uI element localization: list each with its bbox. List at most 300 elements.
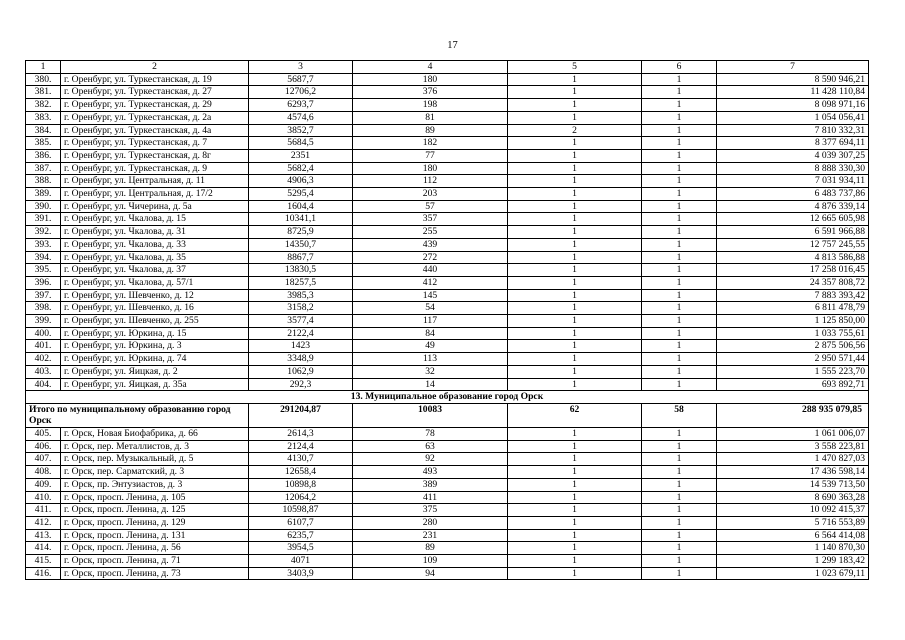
row-number: 412. [26, 516, 61, 529]
address-cell: г. Оренбург, ул. Туркестанская, д. 29 [61, 99, 249, 112]
address-cell: г. Орск, просп. Ленина, д. 56 [61, 542, 249, 555]
residents-cell: 84 [353, 327, 508, 340]
table-row [26, 238, 869, 251]
table-row [26, 251, 869, 264]
cost-cell: 11 428 110,84 [717, 86, 869, 99]
row-number: 396. [26, 276, 61, 289]
address-cell: г. Орск, просп. Ленина, д. 129 [61, 516, 249, 529]
area-cell: 2122,4 [249, 327, 353, 340]
col5-cell: 1 [508, 111, 642, 124]
residents-cell: 255 [353, 226, 508, 239]
address-cell: г. Оренбург, ул. Чкалова, д. 57/1 [61, 276, 249, 289]
row-number: 389. [26, 188, 61, 201]
table-row [26, 200, 869, 213]
cost-cell: 8 377 694,11 [717, 137, 869, 150]
col5-cell: 1 [508, 529, 642, 542]
area-cell: 3852,7 [249, 124, 353, 137]
cost-cell: 1 023 679,11 [717, 567, 869, 580]
residents-cell: 94 [353, 567, 508, 580]
col5-cell: 1 [508, 226, 642, 239]
table-row [26, 99, 869, 112]
residents-cell: 77 [353, 149, 508, 162]
col5-cell: 1 [508, 86, 642, 99]
housing-table [25, 60, 869, 580]
column-header: 6 [642, 61, 717, 74]
col6-cell: 1 [642, 200, 717, 213]
col5-cell: 1 [508, 365, 642, 378]
address-cell: г. Орск, просп. Ленина, д. 131 [61, 529, 249, 542]
col6-cell: 1 [642, 478, 717, 491]
address-cell: г. Оренбург, ул. Туркестанская, д. 27 [61, 86, 249, 99]
col6-cell: 1 [642, 315, 717, 328]
table-row [26, 137, 869, 150]
col6-cell: 1 [642, 124, 717, 137]
area-cell: 6107,7 [249, 516, 353, 529]
table-row [26, 353, 869, 366]
area-cell: 1423 [249, 340, 353, 353]
address-cell: г. Оренбург, ул. Центральная, д. 17/2 [61, 188, 249, 201]
row-number: 386. [26, 149, 61, 162]
table-row [26, 567, 869, 580]
row-number: 398. [26, 302, 61, 315]
residents-cell: 81 [353, 111, 508, 124]
row-number: 401. [26, 340, 61, 353]
table-row [26, 466, 869, 479]
row-number: 380. [26, 73, 61, 86]
residents-cell: 493 [353, 466, 508, 479]
column-header: 2 [61, 61, 249, 74]
residents-cell: 92 [353, 453, 508, 466]
total-col6: 58 [642, 403, 717, 427]
table-row [26, 86, 869, 99]
col5-cell: 1 [508, 200, 642, 213]
col6-cell: 1 [642, 353, 717, 366]
col6-cell: 1 [642, 453, 717, 466]
col6-cell: 1 [642, 276, 717, 289]
col5-cell: 1 [508, 137, 642, 150]
table-row [26, 276, 869, 289]
page-number: 17 [447, 40, 458, 51]
table-row [26, 378, 869, 391]
residents-cell: 145 [353, 289, 508, 302]
residents-cell: 411 [353, 491, 508, 504]
col5-cell: 1 [508, 340, 642, 353]
col6-cell: 1 [642, 491, 717, 504]
total-area: 291204,87 [249, 403, 353, 427]
row-number: 414. [26, 542, 61, 555]
address-cell: г. Орск, пер. Сарматский, д. 3 [61, 466, 249, 479]
table-row [26, 453, 869, 466]
col5-cell: 1 [508, 378, 642, 391]
col5-cell: 2 [508, 124, 642, 137]
row-number: 402. [26, 353, 61, 366]
col5-cell: 1 [508, 466, 642, 479]
residents-cell: 180 [353, 73, 508, 86]
residents-cell: 32 [353, 365, 508, 378]
area-cell: 12658,4 [249, 466, 353, 479]
row-number: 393. [26, 238, 61, 251]
cost-cell: 7 031 934,11 [717, 175, 869, 188]
col6-cell: 1 [642, 188, 717, 201]
col5-cell: 1 [508, 264, 642, 277]
col5-cell: 1 [508, 440, 642, 453]
row-number: 387. [26, 162, 61, 175]
cost-cell: 4 039 307,25 [717, 149, 869, 162]
residents-cell: 375 [353, 504, 508, 517]
col6-cell: 1 [642, 504, 717, 517]
table-row [26, 302, 869, 315]
col5-cell: 1 [508, 99, 642, 112]
row-number: 403. [26, 365, 61, 378]
col6-cell: 1 [642, 99, 717, 112]
table-row [26, 188, 869, 201]
total-cost: 288 935 079,85 [717, 403, 869, 427]
address-cell: г. Орск, просп. Ленина, д. 71 [61, 555, 249, 568]
col6-cell: 1 [642, 378, 717, 391]
table-row [26, 226, 869, 239]
address-cell: г. Орск, просп. Ленина, д. 125 [61, 504, 249, 517]
address-cell: г. Оренбург, ул. Туркестанская, д. 4а [61, 124, 249, 137]
col5-cell: 1 [508, 453, 642, 466]
area-cell: 1604,4 [249, 200, 353, 213]
table-row [26, 175, 869, 188]
cost-cell: 1 125 850,00 [717, 315, 869, 328]
table-row [26, 516, 869, 529]
col6-cell: 1 [642, 567, 717, 580]
address-cell: г. Оренбург, ул. Шевченко, д. 16 [61, 302, 249, 315]
col6-cell: 1 [642, 289, 717, 302]
table-row [26, 264, 869, 277]
cost-cell: 8 690 363,28 [717, 491, 869, 504]
cost-cell: 10 092 415,37 [717, 504, 869, 517]
row-number: 397. [26, 289, 61, 302]
table-row [26, 365, 869, 378]
cost-cell: 5 716 553,89 [717, 516, 869, 529]
area-cell: 13830,5 [249, 264, 353, 277]
area-cell: 3954,5 [249, 542, 353, 555]
total-row [26, 403, 869, 427]
cost-cell: 4 813 586,88 [717, 251, 869, 264]
residents-cell: 376 [353, 86, 508, 99]
area-cell: 2351 [249, 149, 353, 162]
col6-cell: 1 [642, 327, 717, 340]
address-cell: г. Оренбург, ул. Туркестанская, д. 19 [61, 73, 249, 86]
table-row [26, 111, 869, 124]
cost-cell: 1 054 056,41 [717, 111, 869, 124]
address-cell: г. Оренбург, ул. Туркестанская, д. 9 [61, 162, 249, 175]
col6-cell: 1 [642, 555, 717, 568]
table-row [26, 340, 869, 353]
table-row [26, 478, 869, 491]
cost-cell: 6 811 478,79 [717, 302, 869, 315]
col5-cell: 1 [508, 213, 642, 226]
residents-cell: 112 [353, 175, 508, 188]
col5-cell: 1 [508, 327, 642, 340]
area-cell: 3985,3 [249, 289, 353, 302]
residents-cell: 412 [353, 276, 508, 289]
area-cell: 5295,4 [249, 188, 353, 201]
residents-cell: 182 [353, 137, 508, 150]
area-cell: 3348,9 [249, 353, 353, 366]
cost-cell: 7 810 332,31 [717, 124, 869, 137]
cost-cell: 2 875 506,56 [717, 340, 869, 353]
address-cell: г. Орск, пер. Музыкальный, д. 5 [61, 453, 249, 466]
col5-cell: 1 [508, 315, 642, 328]
table-row [26, 149, 869, 162]
cost-cell: 12 757 245,55 [717, 238, 869, 251]
residents-cell: 231 [353, 529, 508, 542]
area-cell: 4130,7 [249, 453, 353, 466]
total-col5: 62 [508, 403, 642, 427]
col6-cell: 1 [642, 137, 717, 150]
residents-cell: 49 [353, 340, 508, 353]
total-label: Итого по муниципальному образованию город Орск [26, 403, 249, 427]
cost-cell: 1 140 870,30 [717, 542, 869, 555]
address-cell: г. Оренбург, ул. Туркестанская, д. 2а [61, 111, 249, 124]
residents-cell: 113 [353, 353, 508, 366]
col6-cell: 1 [642, 516, 717, 529]
col5-cell: 1 [508, 478, 642, 491]
row-number: 407. [26, 453, 61, 466]
area-cell: 12706,2 [249, 86, 353, 99]
column-header: 7 [717, 61, 869, 74]
address-cell: г. Оренбург, ул. Шевченко, д. 12 [61, 289, 249, 302]
cost-cell: 8 590 946,21 [717, 73, 869, 86]
row-number: 391. [26, 213, 61, 226]
table-row [26, 427, 869, 440]
area-cell: 14350,7 [249, 238, 353, 251]
column-header: 1 [26, 61, 61, 74]
address-cell: г. Оренбург, ул. Юркина, д. 3 [61, 340, 249, 353]
table-row [26, 440, 869, 453]
col6-cell: 1 [642, 86, 717, 99]
col6-cell: 1 [642, 175, 717, 188]
residents-cell: 63 [353, 440, 508, 453]
address-cell: г. Оренбург, ул. Туркестанская, д. 8г [61, 149, 249, 162]
area-cell: 6293,7 [249, 99, 353, 112]
col5-cell: 1 [508, 302, 642, 315]
cost-cell: 7 883 393,42 [717, 289, 869, 302]
col5-cell: 1 [508, 491, 642, 504]
row-number: 409. [26, 478, 61, 491]
area-cell: 18257,5 [249, 276, 353, 289]
col6-cell: 1 [642, 149, 717, 162]
column-header: 3 [249, 61, 353, 74]
col5-cell: 1 [508, 149, 642, 162]
table-row [26, 289, 869, 302]
col5-cell: 1 [508, 238, 642, 251]
table-row [26, 555, 869, 568]
address-cell: г. Оренбург, ул. Шевченко, д. 255 [61, 315, 249, 328]
address-cell: г. Оренбург, ул. Чкалова, д. 31 [61, 226, 249, 239]
cost-cell: 6 591 966,88 [717, 226, 869, 239]
area-cell: 5687,7 [249, 73, 353, 86]
row-number: 394. [26, 251, 61, 264]
table-row [26, 213, 869, 226]
residents-cell: 389 [353, 478, 508, 491]
area-cell: 10341,1 [249, 213, 353, 226]
col6-cell: 1 [642, 251, 717, 264]
col5-cell: 1 [508, 276, 642, 289]
col5-cell: 1 [508, 555, 642, 568]
row-number: 411. [26, 504, 61, 517]
col6-cell: 1 [642, 440, 717, 453]
row-number: 413. [26, 529, 61, 542]
area-cell: 3577,4 [249, 315, 353, 328]
table-row [26, 542, 869, 555]
area-cell: 3403,9 [249, 567, 353, 580]
col5-cell: 1 [508, 251, 642, 264]
cost-cell: 1 299 183,42 [717, 555, 869, 568]
address-cell: г. Орск, просп. Ленина, д. 73 [61, 567, 249, 580]
area-cell: 2614,3 [249, 427, 353, 440]
cost-cell: 6 564 414,08 [717, 529, 869, 542]
area-cell: 10898,8 [249, 478, 353, 491]
col6-cell: 1 [642, 529, 717, 542]
row-number: 404. [26, 378, 61, 391]
residents-cell: 440 [353, 264, 508, 277]
area-cell: 3158,2 [249, 302, 353, 315]
col6-cell: 1 [642, 213, 717, 226]
col5-cell: 1 [508, 175, 642, 188]
residents-cell: 198 [353, 99, 508, 112]
area-cell: 4574,6 [249, 111, 353, 124]
address-cell: г. Орск, просп. Ленина, д. 105 [61, 491, 249, 504]
column-header: 4 [353, 61, 508, 74]
col6-cell: 1 [642, 542, 717, 555]
cost-cell: 8 098 971,16 [717, 99, 869, 112]
col5-cell: 1 [508, 188, 642, 201]
cost-cell: 1 470 827,03 [717, 453, 869, 466]
col6-cell: 1 [642, 302, 717, 315]
col5-cell: 1 [508, 504, 642, 517]
area-cell: 292,3 [249, 378, 353, 391]
section-title: 13. Муниципальное образование город Орск [26, 391, 869, 404]
col6-cell: 1 [642, 365, 717, 378]
cost-cell: 8 888 330,30 [717, 162, 869, 175]
residents-cell: 109 [353, 555, 508, 568]
table-row [26, 315, 869, 328]
col6-cell: 1 [642, 73, 717, 86]
row-number: 408. [26, 466, 61, 479]
address-cell: г. Оренбург, ул. Яицкая, д. 35а [61, 378, 249, 391]
cost-cell: 12 665 605,98 [717, 213, 869, 226]
residents-cell: 57 [353, 200, 508, 213]
area-cell: 10598,87 [249, 504, 353, 517]
cost-cell: 2 950 571,44 [717, 353, 869, 366]
area-cell: 1062,9 [249, 365, 353, 378]
row-number: 416. [26, 567, 61, 580]
residents-cell: 439 [353, 238, 508, 251]
residents-cell: 203 [353, 188, 508, 201]
row-number: 388. [26, 175, 61, 188]
col6-cell: 1 [642, 111, 717, 124]
address-cell: г. Оренбург, ул. Центральная, д. 11 [61, 175, 249, 188]
section-heading-row [26, 391, 869, 404]
row-number: 384. [26, 124, 61, 137]
row-number: 392. [26, 226, 61, 239]
column-header: 5 [508, 61, 642, 74]
table-row [26, 124, 869, 137]
cost-cell: 4 876 339,14 [717, 200, 869, 213]
table-row [26, 162, 869, 175]
col5-cell: 1 [508, 516, 642, 529]
col6-cell: 1 [642, 264, 717, 277]
area-cell: 5684,5 [249, 137, 353, 150]
col5-cell: 1 [508, 353, 642, 366]
row-number: 410. [26, 491, 61, 504]
residents-cell: 280 [353, 516, 508, 529]
residents-cell: 89 [353, 542, 508, 555]
row-number: 385. [26, 137, 61, 150]
row-number: 390. [26, 200, 61, 213]
col5-cell: 1 [508, 289, 642, 302]
col5-cell: 1 [508, 162, 642, 175]
col6-cell: 1 [642, 466, 717, 479]
area-cell: 4071 [249, 555, 353, 568]
table-row [26, 491, 869, 504]
area-cell: 2124,4 [249, 440, 353, 453]
residents-cell: 78 [353, 427, 508, 440]
row-number: 399. [26, 315, 61, 328]
cost-cell: 14 539 713,50 [717, 478, 869, 491]
cost-cell: 6 483 737,86 [717, 188, 869, 201]
col6-cell: 1 [642, 162, 717, 175]
row-number: 382. [26, 99, 61, 112]
cost-cell: 1 033 755,61 [717, 327, 869, 340]
address-cell: г. Орск, Новая Биофабрика, д. 66 [61, 427, 249, 440]
residents-cell: 272 [353, 251, 508, 264]
residents-cell: 54 [353, 302, 508, 315]
address-cell: г. Оренбург, ул. Юркина, д. 15 [61, 327, 249, 340]
residents-cell: 14 [353, 378, 508, 391]
col6-cell: 1 [642, 340, 717, 353]
col5-cell: 1 [508, 542, 642, 555]
row-number: 415. [26, 555, 61, 568]
row-number: 395. [26, 264, 61, 277]
residents-cell: 357 [353, 213, 508, 226]
address-cell: г. Оренбург, ул. Чичерина, д. 5а [61, 200, 249, 213]
address-cell: г. Оренбург, ул. Чкалова, д. 15 [61, 213, 249, 226]
cost-cell: 17 258 016,45 [717, 264, 869, 277]
row-number: 405. [26, 427, 61, 440]
cost-cell: 1 061 006,07 [717, 427, 869, 440]
area-cell: 6235,7 [249, 529, 353, 542]
address-cell: г. Оренбург, ул. Чкалова, д. 33 [61, 238, 249, 251]
cost-cell: 693 892,71 [717, 378, 869, 391]
col6-cell: 1 [642, 226, 717, 239]
address-cell: г. Орск, пр. Энтузиастов, д. 3 [61, 478, 249, 491]
area-cell: 4906,3 [249, 175, 353, 188]
row-number: 381. [26, 86, 61, 99]
area-cell: 5682,4 [249, 162, 353, 175]
table-row [26, 327, 869, 340]
col6-cell: 1 [642, 427, 717, 440]
address-cell: г. Оренбург, ул. Туркестанская, д. 7 [61, 137, 249, 150]
cost-cell: 24 357 808,72 [717, 276, 869, 289]
cost-cell: 1 555 223,70 [717, 365, 869, 378]
residents-cell: 89 [353, 124, 508, 137]
table-row [26, 504, 869, 517]
address-cell: г. Оренбург, ул. Чкалова, д. 37 [61, 264, 249, 277]
address-cell: г. Оренбург, ул. Чкалова, д. 35 [61, 251, 249, 264]
row-number: 383. [26, 111, 61, 124]
area-cell: 8867,7 [249, 251, 353, 264]
row-number: 400. [26, 327, 61, 340]
column-number-row [26, 61, 869, 74]
col5-cell: 1 [508, 73, 642, 86]
col5-cell: 1 [508, 427, 642, 440]
